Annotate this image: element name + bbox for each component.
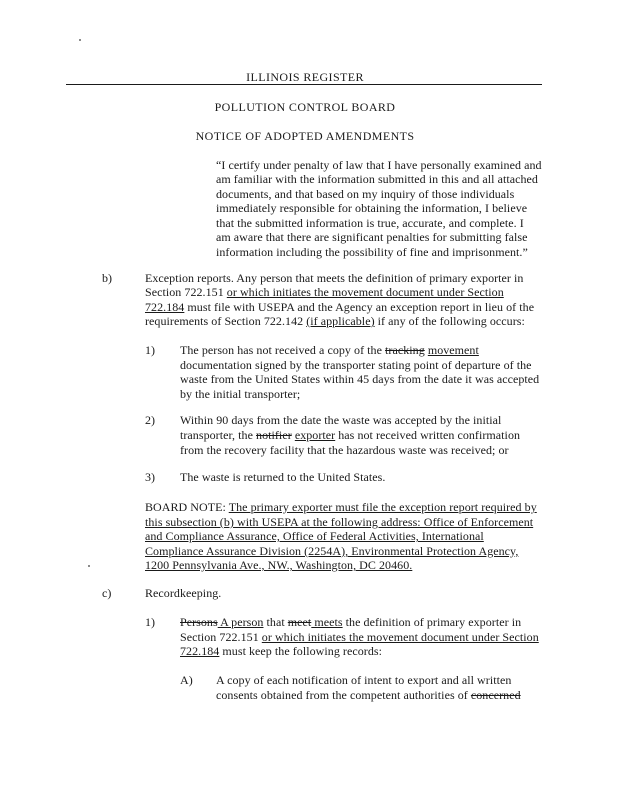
paragraph-line: waste from the United States within 45 days from the date it was accepted bbox=[180, 372, 540, 386]
inserted-text: exporter bbox=[294, 428, 336, 442]
subsection-heading: Recordkeeping. bbox=[145, 586, 222, 600]
inserted-text: The primary exporter must file the exception report required by bbox=[228, 500, 537, 514]
paragraph-line: consents obtained from the competent authorities of concerned bbox=[216, 688, 521, 702]
subsection-label-c: c) bbox=[102, 586, 112, 600]
scan-speck bbox=[79, 39, 81, 41]
inserted-text: or which initiates the movement document under Section bbox=[261, 630, 539, 644]
inserted-text: 722.184 bbox=[180, 644, 220, 658]
deleted-text: concerned bbox=[470, 688, 521, 702]
paragraph-line: and Compliance Assurance, Office of Federal Activities, International bbox=[145, 529, 484, 543]
notice-title: NOTICE OF ADOPTED AMENDMENTS bbox=[195, 129, 415, 143]
item-number: 3) bbox=[145, 470, 156, 484]
paragraph-line: 722.184 must keep the following records: bbox=[180, 644, 382, 658]
paragraph-line: from the recovery facility that the hazardous waste was received; or bbox=[180, 443, 509, 457]
certification-line: information including the possibility of fine and imprisonment.” bbox=[216, 245, 528, 259]
paragraph-line: The waste is returned to the United States. bbox=[180, 470, 386, 484]
inserted-text: 722.184 bbox=[145, 300, 185, 314]
paragraph-line: 722.184 must file with USEPA and the Agency an exception report in lieu of the bbox=[145, 300, 535, 314]
scan-speck bbox=[88, 565, 90, 567]
certification-line: immediately responsible for obtaining the information, I believe bbox=[216, 201, 528, 215]
paragraph-line: A copy of each notification of intent to export and all written bbox=[216, 673, 512, 687]
item-number: 1) bbox=[145, 343, 156, 357]
paragraph-line: 1200 Pennsylvania Ave., NW., Washington, DC 20460. bbox=[145, 558, 413, 572]
paragraph-line: Section 722.151 or which initiates the movement document under Section bbox=[145, 285, 504, 299]
paragraph-line: Compliance Assurance Division (2254A), Environmental Protection Agency, bbox=[145, 544, 519, 558]
paragraph-line: requirements of Section 722.142 (if applicable) if any of the following occurs: bbox=[145, 314, 525, 328]
paragraph-line: by the initial transporter; bbox=[180, 387, 301, 401]
paragraph-line: transporter, the notifier exporter has not received written confirmation bbox=[180, 428, 521, 442]
deleted-text: notifier bbox=[256, 428, 292, 442]
paragraph-line: documentation signed by the transporter stating point of departure of the bbox=[180, 358, 532, 372]
paragraph-line: The person has not received a copy of the tracking movement bbox=[180, 343, 479, 357]
inserted-text: or which initiates the movement document under Section bbox=[226, 285, 504, 299]
inserted-text: meets bbox=[311, 615, 343, 629]
register-title: ILLINOIS REGISTER bbox=[246, 70, 364, 84]
deleted-text: tracking bbox=[385, 343, 425, 357]
inserted-text: (if applicable) bbox=[306, 314, 375, 328]
item-number: 1) bbox=[145, 615, 156, 629]
inserted-text: movement bbox=[427, 343, 479, 357]
board-title: POLLUTION CONTROL BOARD bbox=[214, 100, 396, 114]
paragraph-line: Within 90 days from the date the waste was accepted by the initial bbox=[180, 413, 502, 427]
certification-line: am familiar with the information submitted in this and all attached bbox=[216, 172, 538, 186]
paragraph-line: Persons A person that meet meets the definition of primary exporter in bbox=[180, 615, 522, 629]
paragraph-line: Section 722.151 or which initiates the movement document under Section bbox=[180, 630, 539, 644]
inserted-text: A person bbox=[217, 615, 264, 629]
paragraph-line: Exception reports. Any person that meets the definition of primary exporter in bbox=[145, 271, 524, 285]
header-rule bbox=[66, 84, 542, 85]
deleted-text: meet bbox=[287, 615, 312, 629]
deleted-text: Persons bbox=[180, 615, 218, 629]
subsection-label-b: b) bbox=[102, 271, 113, 285]
certification-line: am aware that there are significant penalties for submitting false bbox=[216, 230, 528, 244]
certification-line: documents, and that based on my inquiry of those individuals bbox=[216, 187, 515, 201]
certification-line: “I certify under penalty of law that I have personally examined and bbox=[216, 158, 542, 172]
item-number: 2) bbox=[145, 413, 156, 427]
paragraph-line: BOARD NOTE: The primary exporter must file the exception report required by bbox=[145, 500, 537, 514]
certification-line: that the submitted information is true, accurate, and complete. I bbox=[216, 216, 524, 230]
paragraph-line: this subsection (b) with USEPA at the following address: Office of Enforcement bbox=[145, 515, 534, 529]
item-letter: A) bbox=[180, 673, 193, 687]
